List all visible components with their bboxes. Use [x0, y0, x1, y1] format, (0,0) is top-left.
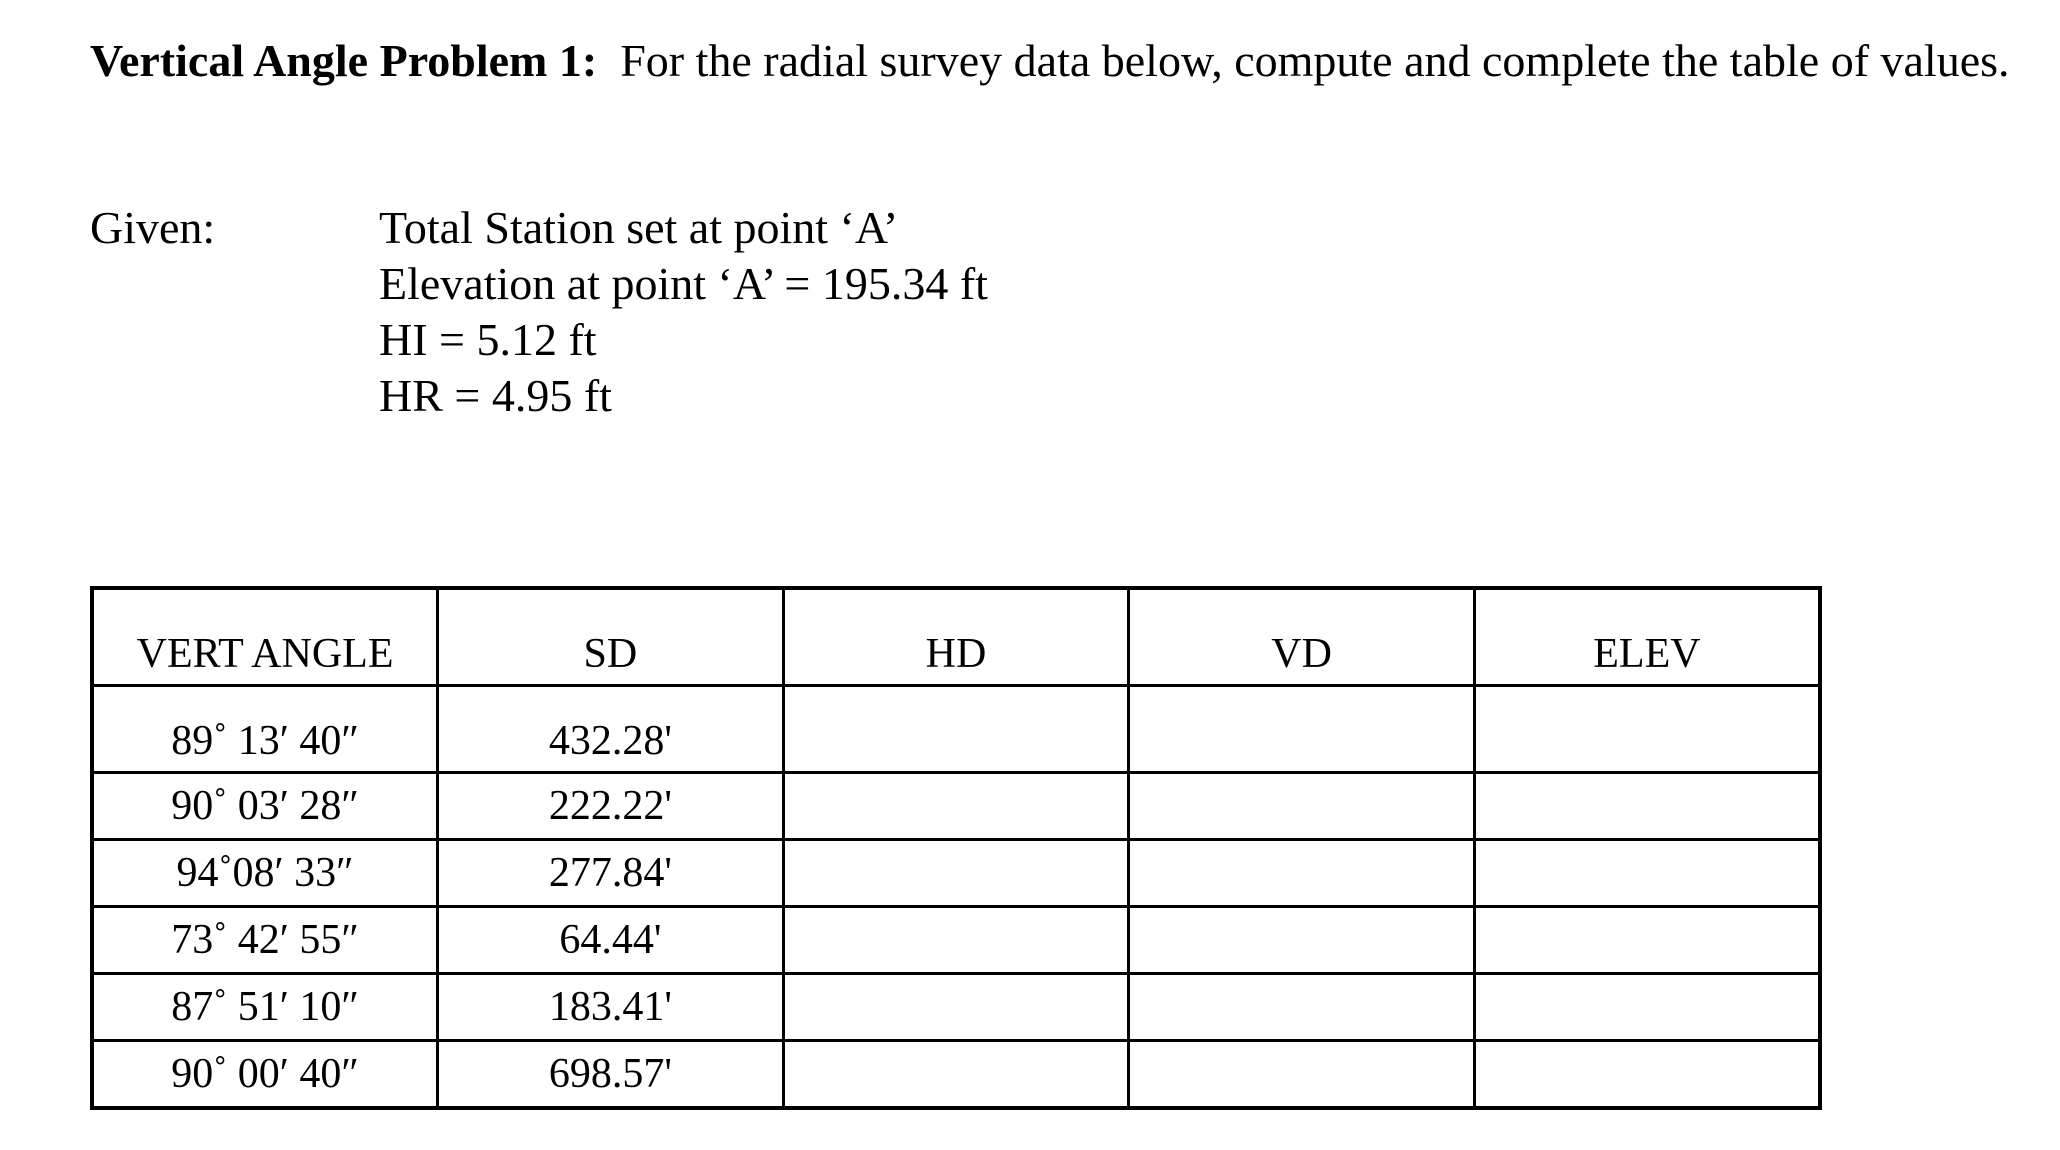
header-hd: HD [783, 588, 1129, 686]
cell-vd[interactable] [1129, 974, 1475, 1041]
cell-elev[interactable] [1474, 840, 1820, 907]
cell-vert-angle: 90˚ 03′ 28″ [92, 773, 438, 840]
cell-elev[interactable] [1474, 773, 1820, 840]
given-item-hi: HI = 5.12 ft [379, 314, 597, 365]
cell-vd[interactable] [1129, 907, 1475, 974]
survey-table [90, 586, 1822, 1110]
given-label: Given: [90, 202, 216, 253]
cell-hd[interactable] [783, 1041, 1129, 1109]
cell-vert-angle: 90˚ 00′ 40″ [92, 1041, 438, 1109]
cell-vd[interactable] [1129, 686, 1475, 773]
given-item-elevation: Elevation at point ‘A’ = 195.34 ft [379, 258, 988, 309]
table-row [92, 974, 1820, 1041]
table-row [92, 840, 1820, 907]
given-list [379, 200, 988, 424]
problem-statement [90, 34, 2010, 88]
cell-sd: 222.22' [438, 773, 784, 840]
cell-vert-angle: 89˚ 13′ 40″ [92, 686, 438, 773]
cell-hd[interactable] [783, 907, 1129, 974]
table-row [92, 686, 1820, 773]
table-row [92, 773, 1820, 840]
cell-elev[interactable] [1474, 907, 1820, 974]
cell-vert-angle: 73˚ 42′ 55″ [92, 907, 438, 974]
cell-vert-angle: 94˚08′ 33″ [92, 840, 438, 907]
given-item-station: Total Station set at point ‘A’ [379, 202, 899, 253]
cell-sd: 64.44' [438, 907, 784, 974]
cell-elev[interactable] [1474, 686, 1820, 773]
cell-hd[interactable] [783, 686, 1129, 773]
table-header-row [92, 588, 1820, 686]
problem-title: Vertical Angle Problem 1: [90, 35, 598, 86]
table-row [92, 1041, 1820, 1109]
cell-sd: 183.41' [438, 974, 784, 1041]
table-row [92, 907, 1820, 974]
cell-elev[interactable] [1474, 974, 1820, 1041]
given-item-hr: HR = 4.95 ft [379, 370, 612, 421]
cell-sd: 698.57' [438, 1041, 784, 1109]
cell-sd: 277.84' [438, 840, 784, 907]
cell-hd[interactable] [783, 840, 1129, 907]
problem-text: For the radial survey data below, compute and complete the table of values. [620, 35, 2010, 86]
cell-hd[interactable] [783, 974, 1129, 1041]
header-sd: SD [438, 588, 784, 686]
cell-vd[interactable] [1129, 840, 1475, 907]
cell-hd[interactable] [783, 773, 1129, 840]
header-elev: ELEV [1474, 588, 1820, 686]
cell-vd[interactable] [1129, 1041, 1475, 1109]
cell-sd: 432.28' [438, 686, 784, 773]
cell-vd[interactable] [1129, 773, 1475, 840]
cell-elev[interactable] [1474, 1041, 1820, 1109]
header-vd: VD [1129, 588, 1475, 686]
cell-vert-angle: 87˚ 51′ 10″ [92, 974, 438, 1041]
header-vert-angle: VERT ANGLE [92, 588, 438, 686]
